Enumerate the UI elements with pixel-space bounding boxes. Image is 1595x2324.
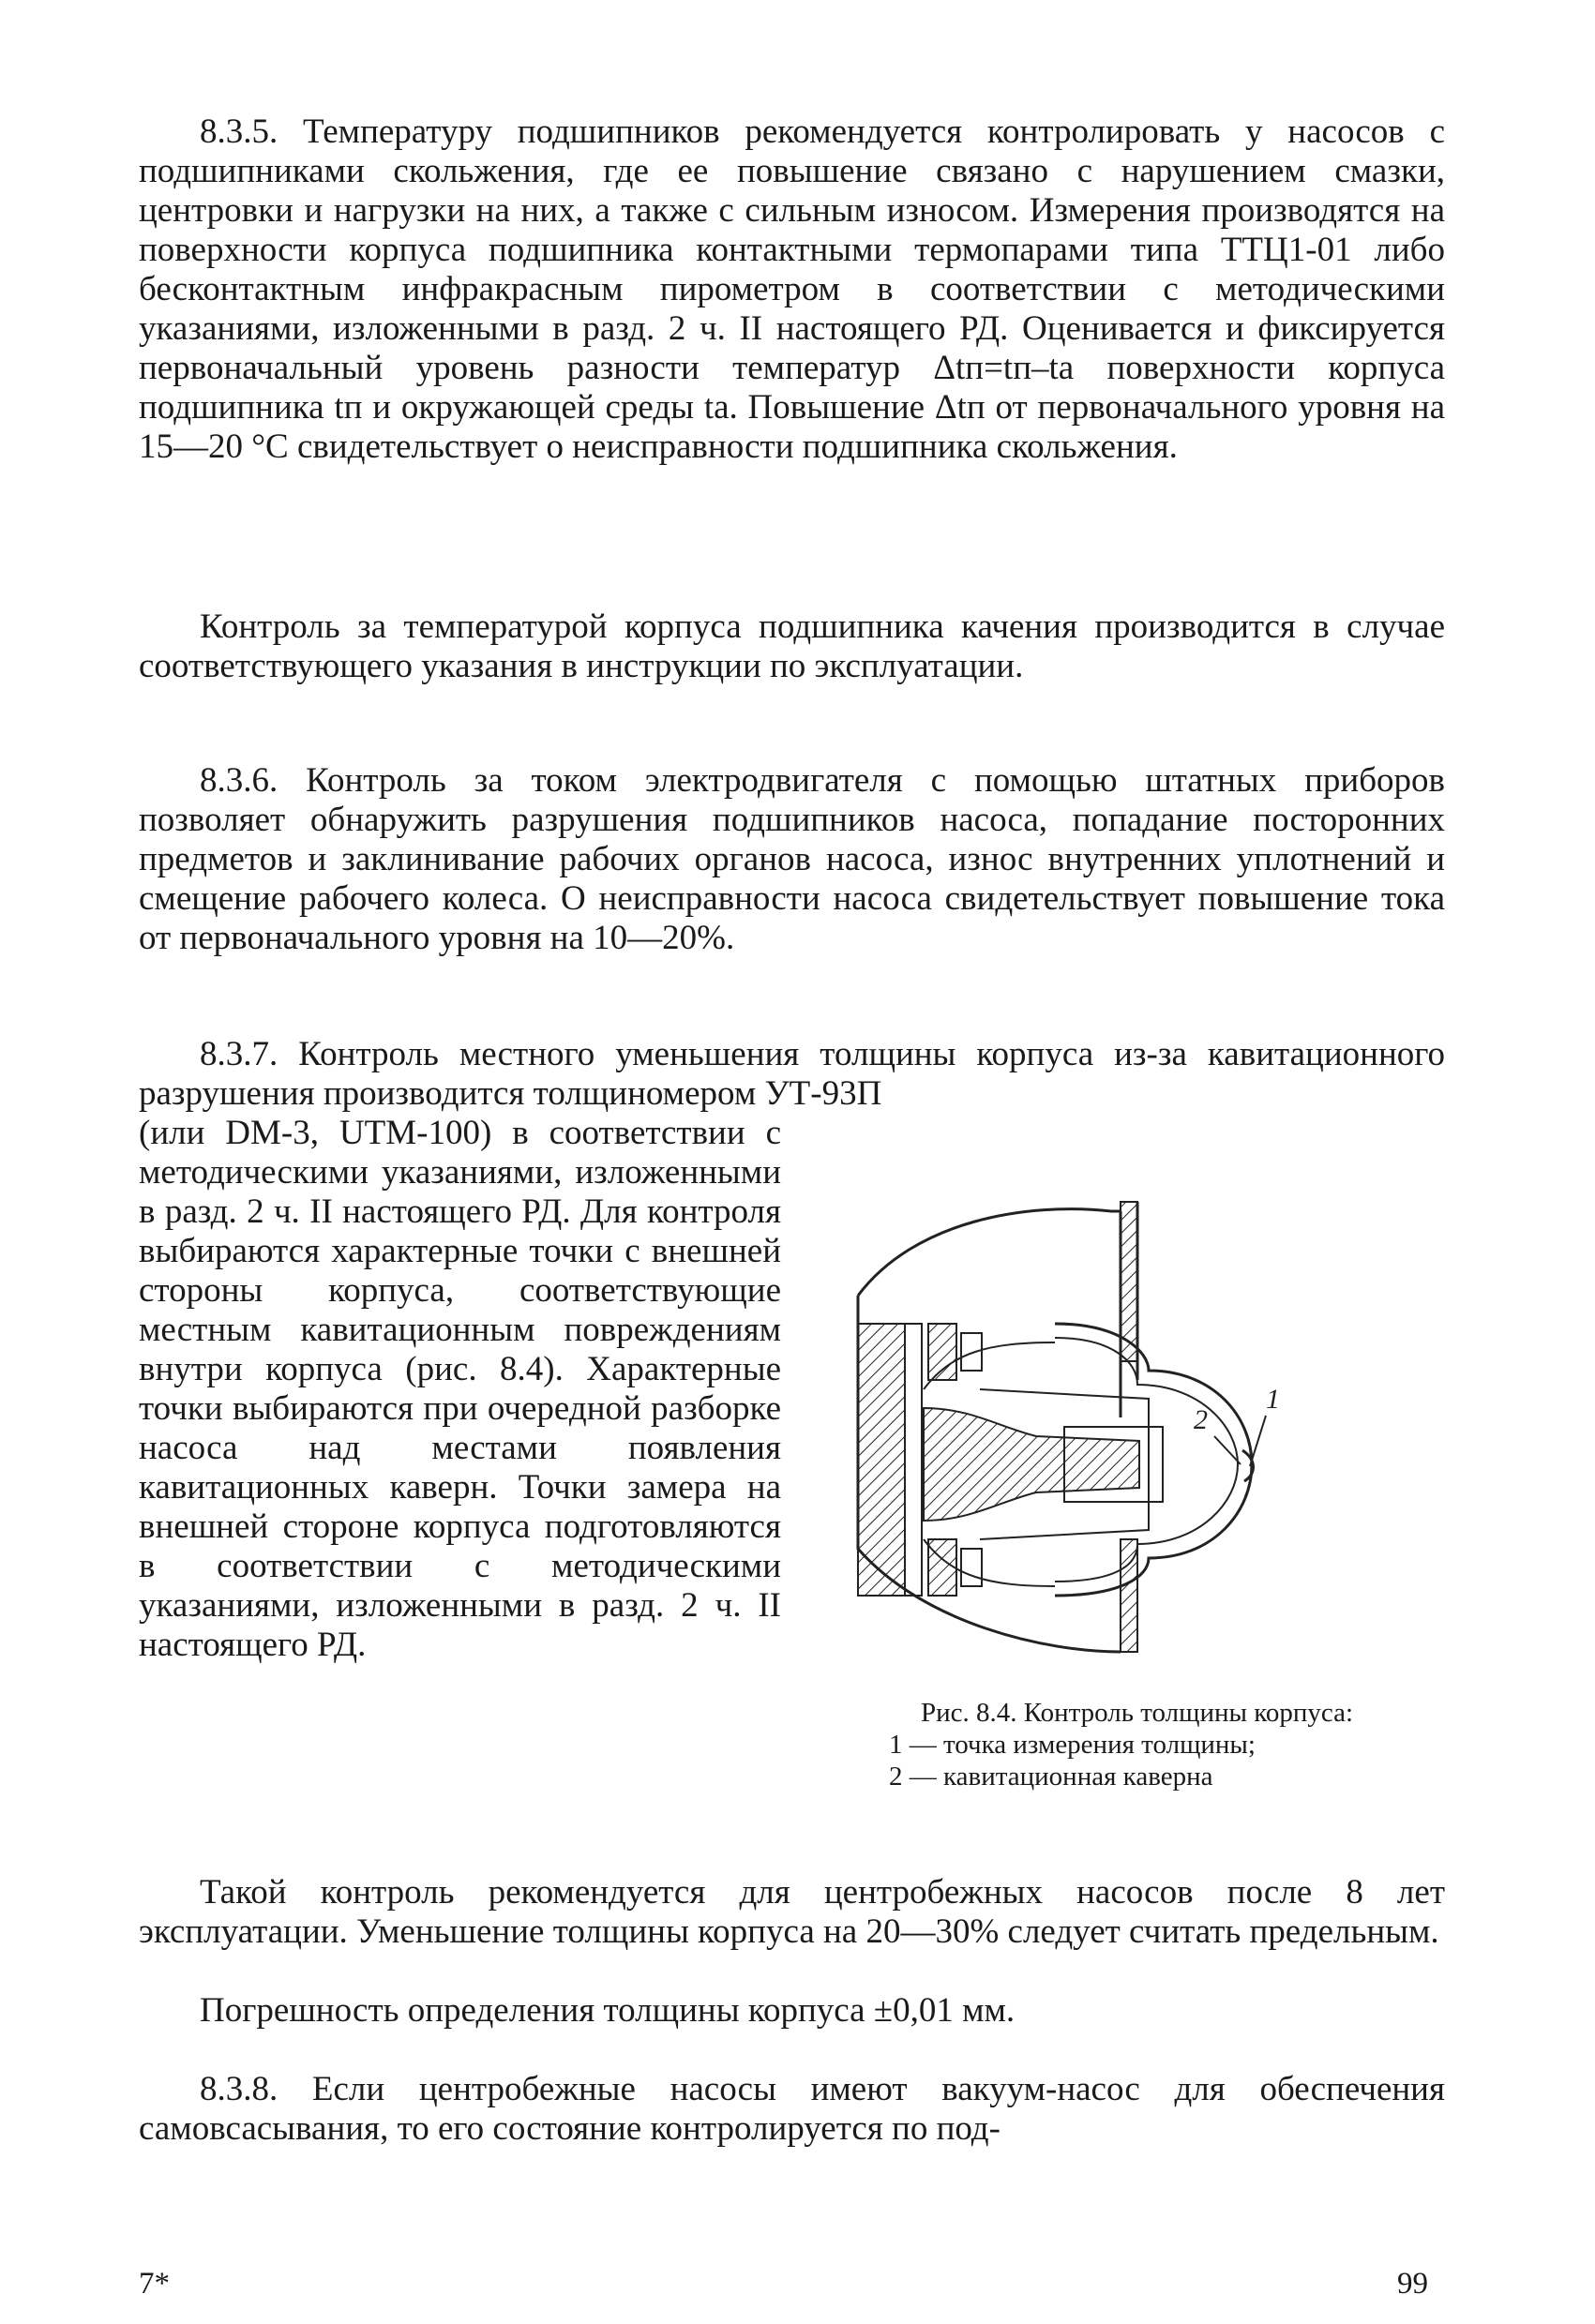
pump-casing-figure xyxy=(839,1183,1439,1671)
caption-legend-2: 2 — кавитационная каверна xyxy=(889,1762,1213,1792)
caption-legend-1: 1 — точка измерения толщины; xyxy=(889,1730,1256,1760)
paragraph-centrifugal: Такой контроль рекомендуется для центробежных насосов после 8 лет эксплуатации. Уменьшение толщины корпуса на 20—30% следует считать предельным. xyxy=(139,1873,1445,1951)
paragraph-8-3-5: 8.3.5. Температуру подшипников рекомендуется контролировать у насосов с подшипниками скольжения, где ее повышение связано с нарушением смазки, центровки и нагрузки на них, а также с сильным износом. Измерения производятся на поверхности корпуса подшипника контактными термопарами типа ТТЦ1-01 либо бесконтактным инфракрасным пирометром в соответствии с методическими указаниями, изложенными в разд. 2 ч. II настоящего РД. Оценивается и фиксируется первоначальный уровень разности температур Δtп=tп–tа поверхности корпуса подшипника tп и окружающей среды tа. Повышение Δtп от первоначального уровня на 15—20 °С свидетельствует о неисправности подшипника скольжения. xyxy=(139,112,1445,466)
paragraph-8-3-6: 8.3.6. Контроль за током электродвигателя с помощью штатных приборов позволяет обнаружить разрушения подшипников насоса, попадание посторонних предметов и заклинивание рабочих органов насоса, износ внутренних уплотнений и смещение рабочего колеса. О неисправности насоса свидетельствует повышение тока от первоначального уровня на 10—20%. xyxy=(139,761,1445,957)
figure-caption xyxy=(825,1697,1449,1792)
paragraph-8-3-8: 8.3.8. Если центробежные насосы имеют вакуум-насос для обеспечения самовсасывания, то его состояние контролируется по под- xyxy=(139,2070,1445,2148)
figure-label-2: 2 xyxy=(1194,1404,1208,1435)
signature-mark: 7* xyxy=(139,2267,170,2301)
caption-title: Рис. 8.4. Контроль толщины корпуса: xyxy=(920,1698,1354,1728)
paragraph-8-3-7-column: (или DM-3, UTM-100) в соответствии с методическими указаниями, изложенными в разд. 2 ч. II настоящего РД. Для контроля выбираются характерные точки с внешней стороны корпуса, соответствующие местным кавитационным повреждениям внутри корпуса (рис. 8.4). Характерные точки выбираются при очередной разборке насоса над местами появления кавитационных каверн. Точки замера на внешней стороне корпуса подготовляются в соответствии с методическими указаниями, изложенными в разд. 2 ч. II настоящего РД. xyxy=(139,1114,781,1664)
paragraph-8-3-7-head: 8.3.7. Контроль местного уменьшения толщины корпуса из-за кавитационного разрушения производится толщиномером УТ-93П xyxy=(139,1035,1445,1113)
pump-casing-drawing xyxy=(839,1183,1439,1671)
page-number: 99 xyxy=(1397,2267,1428,2301)
paragraph-rolling-bearing: Контроль за температурой корпуса подшипника качения производится в случае соответствующего указания в инструкции по эксплуатации. xyxy=(139,607,1445,685)
paragraph-accuracy: Погрешность определения толщины корпуса ±0,01 мм. xyxy=(200,1991,1016,2030)
figure-label-1: 1 xyxy=(1266,1384,1280,1415)
